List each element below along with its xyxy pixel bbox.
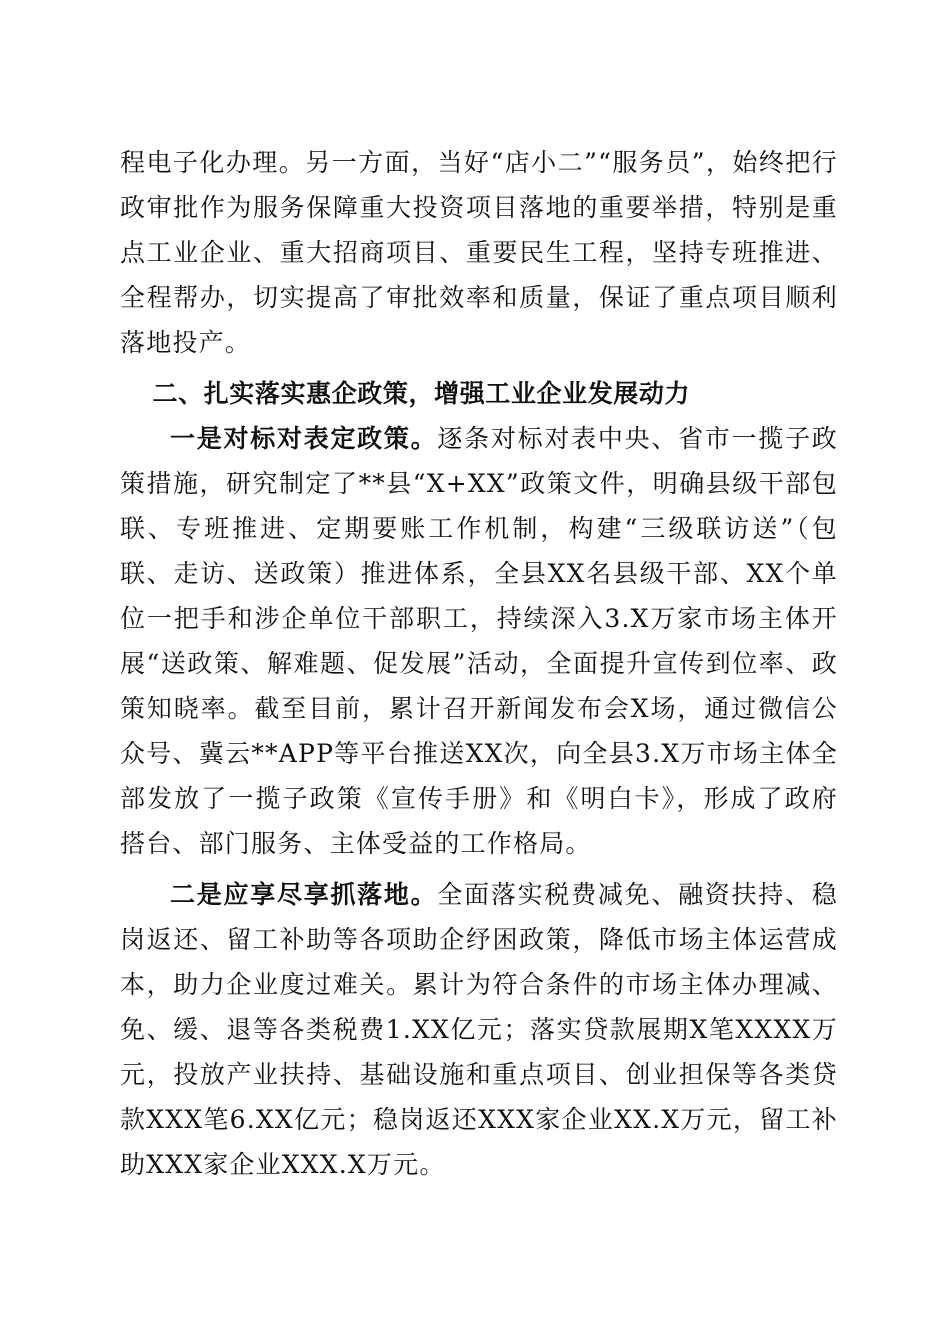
paragraph-body: 逐条对标对表中央、省市一揽子政策措施，研究制定了**县“X+XX”政策文件，明确县级干部包联、专班推进、定期要账工作机制，构建“三级联访送”（包联、走访、送政策）推进体系，全县XX名县级干部、XX个单位一把手和涉企单位干部职工，持续深入3.X万家市场主体开展“送政策、解难题、促发展”活动，全面提升宣传到位率、政策知晓率。截至目前，累计召开新闻发布会X场，通过微信公众号、冀云**APP等平台推送XX次，向全县3.X万市场主体全部发放了一揽子政策《宣传手册》和《明白卡》，形成了政府搭台、部门服务、主体受益的工作格局。 bbox=[120, 424, 838, 858]
section-heading: 二、扎实落实惠企政策，增强工业企业发展动力 bbox=[152, 379, 691, 408]
document-body bbox=[120, 140, 838, 1187]
paragraph-lead: 一是对标对表定政策。 bbox=[170, 424, 438, 453]
paragraph-body: 全面落实税费减免、融资扶持、稳岗返还、留工补助等各项助企纾困政策，降低市场主体运营成本，助力企业度过难关。累计为符合条件的市场主体办理减、免、缓、退等各类税费1.XX亿元；落实贷款展期X笔XXXX万元，投放产业扶持、基础设施和重点项目、创业担保等各类贷款XXX笔6.XX亿元；稳岗返还XXX家企业XX.X万元，留工补助XXX家企业XXX.X万元。 bbox=[120, 880, 838, 1179]
continuation-paragraph: 程电子化办理。另一方面，当好“店小二”“服务员”，始终把行政审批作为服务保障重大投资项目落地的重要举措，特别是重点工业企业、重大招商项目、重要民生工程，坚持专班推进、全程帮办，切实提高了审批效率和质量，保证了重点项目顺利落地投产。 bbox=[120, 148, 838, 357]
implementation-paragraph bbox=[120, 872, 838, 1187]
paragraph-lead: 二是应享尽享抓落地。 bbox=[170, 880, 438, 909]
policy-paragraph bbox=[120, 416, 838, 866]
